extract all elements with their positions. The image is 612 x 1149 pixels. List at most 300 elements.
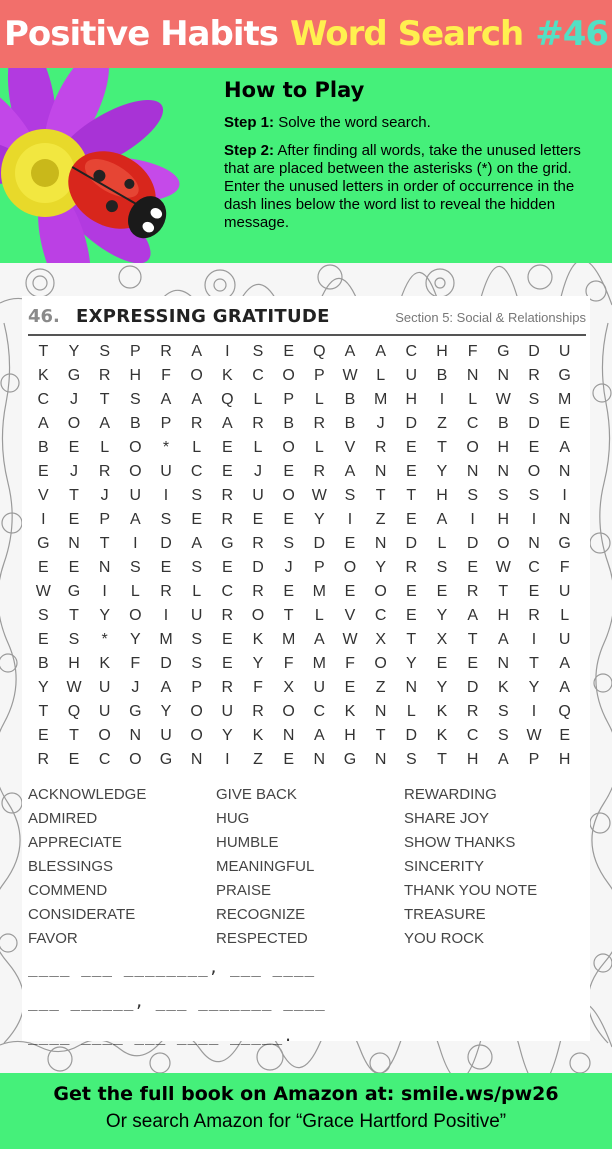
grid-letter[interactable]: Y xyxy=(313,511,325,528)
grid-letter[interactable]: O xyxy=(527,463,541,480)
grid-letter[interactable]: C xyxy=(528,559,540,576)
grid-letter[interactable]: R xyxy=(252,583,264,600)
grid-letter[interactable]: E xyxy=(467,559,478,576)
grid-letter[interactable]: G xyxy=(159,751,173,768)
grid-letter[interactable]: Y xyxy=(375,559,386,576)
grid-letter[interactable]: A xyxy=(191,391,202,408)
grid-letter[interactable]: K xyxy=(497,679,509,696)
grid-letter[interactable]: R xyxy=(37,751,50,768)
grid-letter[interactable]: P xyxy=(99,511,110,528)
grid-letter[interactable]: R xyxy=(98,367,111,384)
grid-letter[interactable]: R xyxy=(405,559,418,576)
grid-letter[interactable]: F xyxy=(161,367,171,384)
grid-letter[interactable]: C xyxy=(221,583,234,600)
grid-letter[interactable]: O xyxy=(190,703,203,720)
grid-letter[interactable]: D xyxy=(313,535,326,552)
grid-letter[interactable]: N xyxy=(129,727,142,744)
grid-letter[interactable]: C xyxy=(252,367,264,384)
grid-letter[interactable]: H xyxy=(497,607,510,624)
grid-letter[interactable]: O xyxy=(67,415,81,432)
grid-letter[interactable]: I xyxy=(531,511,537,528)
grid-letter[interactable]: Y xyxy=(405,655,417,672)
grid-letter[interactable]: B xyxy=(129,415,141,432)
grid-letter[interactable]: P xyxy=(129,343,141,360)
grid-letter[interactable]: G xyxy=(67,583,81,600)
grid-letter[interactable]: D xyxy=(252,559,264,576)
dash-line-1[interactable]: ____ ___ ________, ___ ____ xyxy=(28,958,316,977)
grid-letter[interactable]: F xyxy=(559,559,570,576)
grid-letter[interactable]: A xyxy=(559,439,570,456)
grid-letter[interactable]: E xyxy=(405,463,417,480)
grid-letter[interactable]: T xyxy=(69,727,79,744)
grid-letter[interactable]: A xyxy=(160,391,172,408)
grid-letter[interactable]: E xyxy=(344,679,356,696)
grid-letter[interactable]: R xyxy=(374,439,387,456)
grid-letter[interactable]: O xyxy=(282,703,295,720)
grid-letter[interactable]: Y xyxy=(99,607,110,624)
grid-letter[interactable]: N xyxy=(558,463,571,480)
grid-letter[interactable]: E xyxy=(405,511,417,528)
grid-letter[interactable]: Y xyxy=(436,679,448,696)
grid-letter[interactable]: B xyxy=(37,655,49,672)
grid-letter[interactable]: E xyxy=(283,463,294,480)
grid-letter[interactable]: K xyxy=(252,727,264,744)
grid-letter[interactable]: G xyxy=(343,751,357,768)
grid-letter[interactable]: M xyxy=(281,631,296,648)
grid-letter[interactable]: E xyxy=(528,583,540,600)
grid-letter[interactable]: E xyxy=(221,559,233,576)
grid-letter[interactable]: E xyxy=(221,439,233,456)
grid-letter[interactable]: A xyxy=(344,343,356,360)
grid-letter[interactable]: M xyxy=(312,583,326,600)
grid-letter[interactable]: E xyxy=(221,655,233,672)
grid-letter[interactable]: M xyxy=(159,631,173,648)
grid-letter[interactable]: T xyxy=(467,631,478,648)
grid-letter[interactable]: A xyxy=(375,343,386,360)
grid-letter[interactable]: R xyxy=(313,415,326,432)
grid-letter[interactable]: O xyxy=(129,463,142,480)
grid-letter[interactable]: P xyxy=(313,367,325,384)
grid-letter[interactable]: E xyxy=(221,631,233,648)
grid-letter[interactable]: E xyxy=(283,751,294,768)
grid-letter[interactable]: I xyxy=(531,703,537,720)
grid-letter[interactable]: H xyxy=(436,343,448,360)
grid-letter[interactable]: F xyxy=(467,343,478,360)
grid-letter[interactable]: G xyxy=(558,535,571,552)
grid-letter[interactable]: R xyxy=(98,463,111,480)
grid-letter[interactable]: N xyxy=(68,535,80,552)
grid-letter[interactable]: S xyxy=(283,535,294,552)
grid-letter[interactable]: T xyxy=(437,439,447,456)
grid-letter[interactable]: D xyxy=(528,343,540,360)
grid-letter[interactable]: W xyxy=(495,559,511,576)
grid-letter[interactable]: O xyxy=(374,583,387,600)
footer-book-link[interactable]: Get the full book on Amazon at: smile.ws/pw26 xyxy=(53,1083,559,1105)
grid-letter[interactable]: D xyxy=(160,655,172,672)
grid-letter[interactable]: V xyxy=(344,607,356,624)
grid-letter[interactable]: A xyxy=(497,631,509,648)
grid-letter[interactable]: Y xyxy=(221,727,233,744)
grid-letter[interactable]: S xyxy=(191,559,202,576)
grid-letter[interactable]: B xyxy=(344,415,356,432)
grid-letter[interactable]: I xyxy=(225,751,230,768)
grid-letter[interactable]: R xyxy=(160,343,172,360)
grid-letter[interactable]: Z xyxy=(437,415,447,432)
grid-letter[interactable]: O xyxy=(129,607,142,624)
grid-letter[interactable]: C xyxy=(190,463,203,480)
grid-letter[interactable]: B xyxy=(436,367,448,384)
grid-letter[interactable]: W xyxy=(526,727,542,744)
grid-letter[interactable]: S xyxy=(344,487,356,504)
grid-letter[interactable]: J xyxy=(131,679,140,696)
grid-letter[interactable]: V xyxy=(37,487,49,504)
grid-letter[interactable]: T xyxy=(375,727,386,744)
grid-letter[interactable]: Q xyxy=(558,703,571,720)
grid-letter[interactable]: X xyxy=(436,631,448,648)
grid-letter[interactable]: N xyxy=(466,367,479,384)
grid-letter[interactable]: N xyxy=(405,679,418,696)
grid-letter[interactable]: P xyxy=(191,679,202,696)
grid-letter[interactable]: E xyxy=(37,463,49,480)
grid-letter[interactable]: A xyxy=(313,727,325,744)
grid-letter[interactable]: T xyxy=(38,343,49,360)
grid-letter[interactable]: L xyxy=(130,583,140,600)
grid-letter[interactable]: B xyxy=(283,415,294,432)
grid-letter[interactable]: R xyxy=(190,415,203,432)
grid-letter[interactable]: W xyxy=(342,631,358,648)
grid-letter[interactable]: E xyxy=(37,727,49,744)
grid-letter[interactable]: Z xyxy=(375,679,386,696)
grid-letter[interactable]: S xyxy=(191,655,202,672)
grid-letter[interactable]: T xyxy=(283,607,294,624)
grid-letter[interactable]: A xyxy=(129,511,141,528)
grid-letter[interactable]: N xyxy=(497,655,510,672)
grid-letter[interactable]: L xyxy=(406,703,416,720)
grid-letter[interactable]: K xyxy=(221,367,233,384)
grid-letter[interactable]: U xyxy=(252,487,264,504)
grid-letter[interactable]: S xyxy=(129,391,141,408)
grid-letter[interactable]: R xyxy=(466,583,479,600)
grid-letter[interactable]: I xyxy=(41,511,46,528)
grid-letter[interactable]: E xyxy=(68,511,80,528)
grid-letter[interactable]: O xyxy=(129,439,142,456)
grid-letter[interactable]: L xyxy=(100,439,110,456)
grid-letter[interactable]: H xyxy=(466,751,479,768)
grid-letter[interactable]: U xyxy=(129,487,142,504)
grid-letter[interactable]: O xyxy=(282,439,295,456)
grid-letter[interactable]: E xyxy=(559,415,570,432)
grid-letter[interactable]: E xyxy=(405,607,417,624)
grid-letter[interactable]: R xyxy=(160,583,172,600)
grid-letter[interactable]: K xyxy=(37,367,49,384)
grid-letter[interactable]: T xyxy=(406,487,417,504)
grid-letter[interactable]: U xyxy=(558,583,571,600)
grid-letter[interactable]: H xyxy=(497,511,510,528)
grid-letter[interactable]: K xyxy=(344,703,356,720)
grid-letter[interactable]: A xyxy=(313,631,325,648)
grid-letter[interactable]: R xyxy=(252,415,264,432)
grid-letter[interactable]: R xyxy=(528,367,540,384)
grid-letter[interactable]: U xyxy=(160,727,172,744)
grid-letter[interactable]: O xyxy=(98,727,111,744)
grid-letter[interactable]: R xyxy=(252,535,264,552)
grid-letter[interactable]: S xyxy=(497,487,509,504)
grid-letter[interactable]: C xyxy=(405,343,418,360)
grid-letter[interactable]: S xyxy=(467,487,478,504)
grid-letter[interactable]: A xyxy=(344,463,356,480)
grid-letter[interactable]: M xyxy=(373,391,388,408)
grid-letter[interactable]: N xyxy=(374,751,387,768)
grid-letter[interactable]: A xyxy=(559,679,570,696)
grid-letter[interactable]: S xyxy=(129,559,141,576)
grid-letter[interactable]: J xyxy=(69,391,78,408)
grid-letter[interactable]: L xyxy=(376,367,386,384)
grid-letter[interactable]: T xyxy=(375,487,386,504)
grid-letter[interactable]: N xyxy=(497,367,510,384)
grid-letter[interactable]: A xyxy=(497,751,509,768)
grid-letter[interactable]: L xyxy=(468,391,478,408)
grid-letter[interactable]: D xyxy=(405,535,418,552)
grid-letter[interactable]: S xyxy=(99,343,110,360)
grid-letter[interactable]: H xyxy=(129,367,142,384)
grid-letter[interactable]: H xyxy=(558,751,571,768)
grid-letter[interactable]: P xyxy=(528,751,540,768)
grid-letter[interactable]: S xyxy=(191,487,202,504)
grid-letter[interactable]: G xyxy=(67,367,81,384)
grid-letter[interactable]: R xyxy=(221,607,234,624)
grid-letter[interactable]: E xyxy=(191,511,202,528)
grid-letter[interactable]: O xyxy=(190,727,203,744)
grid-letter[interactable]: G xyxy=(221,535,234,552)
grid-letter[interactable]: U xyxy=(190,607,203,624)
grid-letter[interactable]: I xyxy=(163,487,169,504)
grid-letter[interactable]: B xyxy=(37,439,49,456)
grid-letter[interactable]: * xyxy=(101,631,108,648)
grid-letter[interactable]: E xyxy=(559,727,570,744)
grid-letter[interactable]: F xyxy=(130,655,141,672)
grid-letter[interactable]: T xyxy=(406,631,417,648)
grid-letter[interactable]: E xyxy=(252,511,264,528)
grid-letter[interactable]: Y xyxy=(68,343,80,360)
dash-line-3[interactable]: ____ ____ ___ ____ _____. xyxy=(28,1026,294,1045)
grid-letter[interactable]: A xyxy=(99,415,110,432)
grid-letter[interactable]: U xyxy=(98,679,111,696)
grid-letter[interactable]: K xyxy=(436,703,448,720)
grid-letter[interactable]: E xyxy=(436,583,448,600)
grid-letter[interactable]: G xyxy=(497,343,510,360)
grid-letter[interactable]: C xyxy=(98,751,111,768)
grid-letter[interactable]: I xyxy=(163,607,169,624)
grid-letter[interactable]: E xyxy=(283,583,294,600)
grid-letter[interactable]: Q xyxy=(221,391,234,408)
grid-letter[interactable]: C xyxy=(37,391,50,408)
grid-letter[interactable]: S xyxy=(37,607,49,624)
grid-letter[interactable]: T xyxy=(99,535,110,552)
dash-line-2[interactable]: ___ ______, ___ _______ ____ xyxy=(28,992,326,1011)
grid-letter[interactable]: U xyxy=(160,463,172,480)
grid-letter[interactable]: J xyxy=(100,487,109,504)
grid-letter[interactable]: I xyxy=(133,535,138,552)
grid-letter[interactable]: E xyxy=(528,439,540,456)
grid-letter[interactable]: D xyxy=(160,535,172,552)
grid-letter[interactable]: E xyxy=(221,463,233,480)
grid-letter[interactable]: I xyxy=(102,583,107,600)
grid-letter[interactable]: N xyxy=(313,751,326,768)
grid-letter[interactable]: U xyxy=(558,343,571,360)
grid-letter[interactable]: T xyxy=(99,391,110,408)
grid-letter[interactable]: H xyxy=(405,391,418,408)
grid-letter[interactable]: N xyxy=(528,535,540,552)
grid-letter[interactable]: N xyxy=(98,559,111,576)
grid-letter[interactable]: O xyxy=(466,439,479,456)
grid-letter[interactable]: R xyxy=(221,511,234,528)
grid-letter[interactable]: O xyxy=(251,607,265,624)
grid-letter[interactable]: * xyxy=(162,439,170,456)
grid-letter[interactable]: C xyxy=(466,727,479,744)
grid-letter[interactable]: M xyxy=(312,655,326,672)
grid-letter[interactable]: N xyxy=(374,535,387,552)
grid-letter[interactable]: P xyxy=(313,559,325,576)
grid-letter[interactable]: E xyxy=(405,583,417,600)
grid-letter[interactable]: S xyxy=(405,751,417,768)
grid-letter[interactable]: B xyxy=(344,391,356,408)
grid-letter[interactable]: Y xyxy=(528,679,540,696)
grid-letter[interactable]: U xyxy=(405,367,418,384)
grid-letter[interactable]: E xyxy=(467,655,478,672)
grid-letter[interactable]: K xyxy=(99,655,110,672)
grid-letter[interactable]: N xyxy=(374,463,387,480)
grid-letter[interactable]: E xyxy=(68,559,80,576)
grid-letter[interactable]: Y xyxy=(436,607,448,624)
grid-letter[interactable]: L xyxy=(437,535,447,552)
grid-letter[interactable]: L xyxy=(560,607,570,624)
grid-letter[interactable]: S xyxy=(436,559,448,576)
grid-letter[interactable]: G xyxy=(129,703,142,720)
grid-letter[interactable]: Z xyxy=(375,511,386,528)
grid-letter[interactable]: D xyxy=(528,415,540,432)
grid-letter[interactable]: L xyxy=(192,439,202,456)
grid-letter[interactable]: Y xyxy=(436,463,448,480)
grid-letter[interactable]: J xyxy=(284,559,293,576)
grid-letter[interactable]: T xyxy=(529,655,539,672)
grid-letter[interactable]: L xyxy=(253,391,263,408)
grid-letter[interactable]: N xyxy=(497,463,510,480)
grid-letter[interactable]: G xyxy=(37,535,50,552)
grid-letter[interactable]: M xyxy=(557,391,572,408)
grid-letter[interactable]: J xyxy=(69,463,78,480)
grid-letter[interactable]: S xyxy=(160,511,172,528)
grid-letter[interactable]: E xyxy=(37,559,49,576)
grid-letter[interactable]: J xyxy=(253,463,262,480)
grid-letter[interactable]: I xyxy=(531,631,537,648)
grid-letter[interactable]: R xyxy=(252,703,264,720)
grid-letter[interactable]: E xyxy=(160,559,172,576)
grid-letter[interactable]: A xyxy=(467,607,478,624)
grid-letter[interactable]: A xyxy=(221,415,233,432)
grid-letter[interactable]: I xyxy=(225,343,230,360)
grid-letter[interactable]: F xyxy=(283,655,294,672)
grid-letter[interactable]: N xyxy=(282,727,295,744)
grid-letter[interactable]: U xyxy=(313,679,326,696)
grid-letter[interactable]: R xyxy=(466,703,479,720)
grid-letter[interactable]: L xyxy=(314,439,324,456)
grid-letter[interactable]: R xyxy=(313,463,326,480)
grid-letter[interactable]: Y xyxy=(129,631,141,648)
grid-letter[interactable]: Z xyxy=(253,751,263,768)
grid-letter[interactable]: E xyxy=(344,535,356,552)
grid-letter[interactable]: T xyxy=(69,607,79,624)
grid-letter[interactable]: Q xyxy=(313,343,326,360)
grid-letter[interactable]: I xyxy=(470,511,475,528)
grid-letter[interactable]: L xyxy=(192,583,202,600)
grid-letter[interactable]: I xyxy=(439,391,445,408)
grid-letter[interactable]: D xyxy=(405,727,418,744)
grid-letter[interactable]: L xyxy=(314,607,324,624)
grid-letter[interactable]: S xyxy=(252,343,264,360)
grid-letter[interactable]: G xyxy=(558,367,571,384)
grid-letter[interactable]: K xyxy=(436,727,448,744)
grid-letter[interactable]: E xyxy=(405,439,417,456)
grid-letter[interactable]: T xyxy=(437,751,447,768)
grid-letter[interactable]: A xyxy=(436,511,448,528)
grid-letter[interactable]: B xyxy=(497,415,509,432)
grid-letter[interactable]: U xyxy=(558,631,571,648)
grid-letter[interactable]: S xyxy=(528,391,540,408)
grid-letter[interactable]: D xyxy=(466,535,479,552)
grid-letter[interactable]: I xyxy=(562,487,567,504)
grid-letter[interactable]: S xyxy=(528,487,540,504)
grid-letter[interactable]: J xyxy=(376,415,385,432)
grid-letter[interactable]: F xyxy=(253,679,263,696)
grid-letter[interactable]: N xyxy=(190,751,203,768)
grid-letter[interactable]: R xyxy=(528,607,540,624)
grid-letter[interactable]: O xyxy=(190,367,203,384)
grid-letter[interactable]: Q xyxy=(67,703,81,720)
grid-letter[interactable]: I xyxy=(347,511,353,528)
grid-letter[interactable]: V xyxy=(344,439,356,456)
grid-letter[interactable]: E xyxy=(283,511,294,528)
grid-letter[interactable]: A xyxy=(191,343,202,360)
grid-letter[interactable]: W xyxy=(342,367,358,384)
grid-letter[interactable]: T xyxy=(498,583,509,600)
grid-letter[interactable]: O xyxy=(282,367,295,384)
grid-letter[interactable]: O xyxy=(343,559,357,576)
grid-letter[interactable]: A xyxy=(191,535,202,552)
grid-letter[interactable]: A xyxy=(37,415,49,432)
grid-letter[interactable]: N xyxy=(558,511,571,528)
grid-letter[interactable]: R xyxy=(221,487,234,504)
grid-letter[interactable]: O xyxy=(497,535,510,552)
grid-letter[interactable]: L xyxy=(253,439,263,456)
grid-letter[interactable]: W xyxy=(35,583,51,600)
grid-letter[interactable]: H xyxy=(436,487,448,504)
grid-letter[interactable]: X xyxy=(283,679,294,696)
grid-letter[interactable]: U xyxy=(221,703,234,720)
grid-letter[interactable]: E xyxy=(344,583,356,600)
grid-letter[interactable]: Y xyxy=(160,703,172,720)
grid-letter[interactable]: E xyxy=(68,439,80,456)
grid-letter[interactable]: Y xyxy=(252,655,264,672)
grid-letter[interactable]: F xyxy=(345,655,355,672)
grid-letter[interactable]: H xyxy=(497,439,510,456)
grid-letter[interactable]: O xyxy=(129,751,142,768)
grid-letter[interactable]: T xyxy=(69,487,79,504)
grid-letter[interactable]: E xyxy=(283,343,294,360)
grid-letter[interactable]: O xyxy=(282,487,295,504)
grid-letter[interactable]: E xyxy=(68,751,80,768)
grid-letter[interactable]: D xyxy=(466,679,479,696)
grid-letter[interactable]: K xyxy=(252,631,264,648)
